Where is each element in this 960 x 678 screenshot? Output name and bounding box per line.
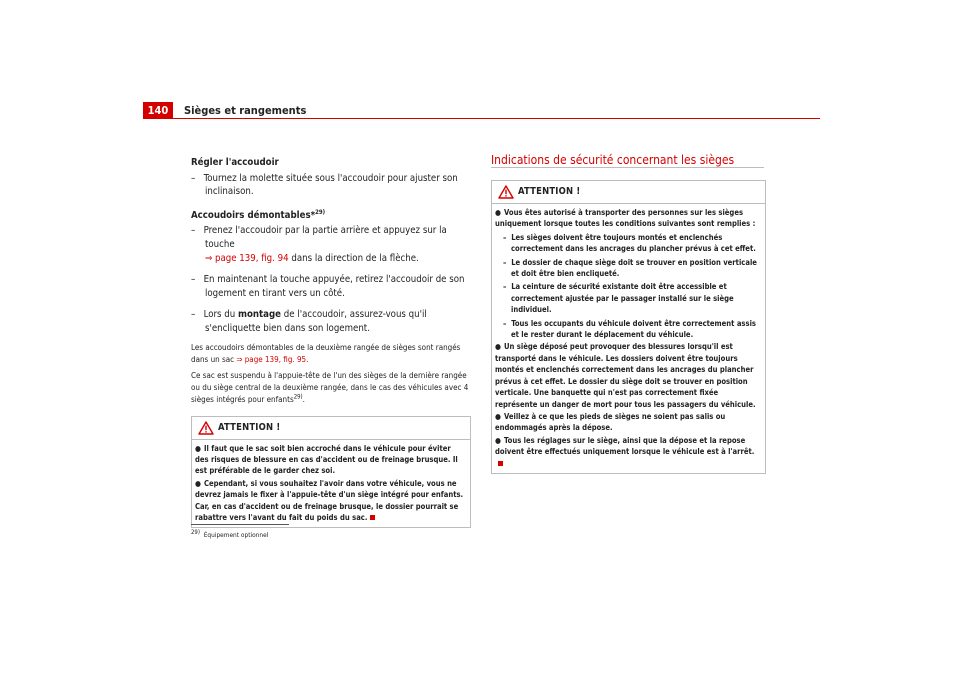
- bullet-glyph: ●: [495, 208, 501, 217]
- footnote-ref: 29): [293, 392, 303, 400]
- note-storage-bag: [191, 342, 471, 366]
- warning-text: Cependant, si vous souhaitez l'avoir dans votre véhicule, vous ne devrez jamais le fixer à l'appuie-tête d'un siège intégré pour enfants. Car, en cas d'accident ou de freinage brusque, le dossier pourrait se rabattre vers l'avant du fait du poids du sac.: [195, 478, 464, 522]
- step-text: En maintenant la touche appuyée, retirez l'accoudoir de son logement en tirant vers un côté.: [203, 274, 465, 299]
- note-text: Les accoudoirs démontables de la deuxième rangée de sièges sont rangés dans un sac: [191, 342, 461, 364]
- warning-bullet-item: [195, 478, 466, 524]
- step-text: dans la direction de la flèche.: [288, 252, 419, 264]
- warning-box-right: [491, 180, 766, 474]
- warning-sub-item: [495, 232, 761, 255]
- bullet-glyph: ●: [495, 435, 501, 445]
- warning-divider: [192, 439, 470, 440]
- warning-header: [492, 181, 765, 203]
- warning-divider: [492, 203, 765, 204]
- page-ref-link[interactable]: ⇒ page 139, fig. 94: [205, 252, 289, 264]
- dash-glyph: –: [503, 232, 507, 242]
- dash-glyph: –: [503, 318, 507, 328]
- page-number: 140: [143, 102, 173, 119]
- warning-title: ATTENTION !: [518, 186, 581, 197]
- footnote-ref: 29): [315, 208, 326, 216]
- subheading-removable-armrests: [191, 209, 471, 223]
- warning-bullet-item: [495, 207, 761, 230]
- note-text: Ce sac est suspendu à l'appuie-tête de l'un des sièges de la dernière rangée ou du siège central de la deuxième rangée, dans le cas des véhicules avec 4 sièges intégrés pour enfants: [191, 370, 469, 404]
- warning-sub-item: [495, 281, 761, 315]
- warning-bullet-item: [495, 411, 761, 434]
- warning-text: Les sièges doivent être toujours montés et enclenchés correctement dans les ancrages du plancher prévus à cet effet.: [511, 232, 756, 254]
- warning-text: Tous les occupants du véhicule doivent être correctement assis et le rester durant le déplacement du véhicule.: [511, 318, 756, 340]
- warning-bullet-item: [495, 341, 761, 409]
- warning-body: [192, 443, 470, 528]
- note-text: .: [302, 394, 305, 404]
- bullet-glyph: ●: [195, 478, 201, 488]
- dash-glyph: –: [191, 225, 196, 237]
- bullet-glyph: ●: [495, 342, 501, 352]
- subheading-text: Accoudoirs démontables*: [191, 209, 316, 221]
- warning-text: Il faut que le sac soit bien accroché dans le véhicule pour éviter des risques de blessure en cas d'accident ou de freinage brusque. Il est préférable de le garder chez soi.: [195, 443, 458, 476]
- warning-bullet-item: [495, 435, 761, 469]
- end-mark-icon: [498, 461, 503, 466]
- warning-triangle-icon: [498, 185, 514, 199]
- warning-triangle-icon: [198, 421, 214, 435]
- section-title: Indications de sécurité concernant les sièges: [491, 153, 735, 167]
- running-header-title: Sièges et rangements: [184, 104, 307, 117]
- warning-body: [492, 207, 765, 473]
- warning-text: Tous les réglages sur le siège, ainsi que la dépose et la repose doivent être effectués uniquement lorsque le véhicule est à l'arrêt.: [495, 435, 755, 457]
- warning-text: Le dossier de chaque siège doit se trouver en position verticale et doit être bien encliqueté.: [511, 257, 757, 279]
- footnote-number: 29): [191, 528, 200, 536]
- warning-sub-item: [495, 318, 761, 341]
- step-press-button: [191, 224, 471, 265]
- footnote-text: Équipement optionnel: [203, 531, 269, 539]
- page-ref-link[interactable]: ⇒ page 139, fig. 95: [236, 354, 307, 364]
- footnote-rule: [191, 524, 289, 525]
- bullet-glyph: ●: [495, 411, 501, 421]
- warning-text: La ceinture de sécurité existante doit être accessible et correctement ajustée par le passager installé sur le siège individuel.: [511, 282, 734, 315]
- step-text: Lors du: [203, 309, 238, 321]
- dash-glyph: –: [191, 274, 196, 286]
- note-text: .: [306, 354, 309, 364]
- step-text: de l'accoudoir, assurez-vous qu'il s'encliquette bien dans son logement.: [205, 309, 427, 334]
- step-mount-armrest: [191, 308, 471, 335]
- end-mark-icon: [370, 515, 375, 520]
- warning-text: Veillez à ce que les pieds de sièges ne soient pas salis ou endommagés après la dépose.: [495, 411, 726, 433]
- bullet-glyph: ●: [195, 443, 201, 453]
- left-column: [191, 156, 471, 528]
- section-title-rule: [491, 167, 764, 168]
- subheading-adjust-armrest: Régler l'accoudoir: [191, 157, 279, 168]
- dash-glyph: –: [191, 309, 196, 321]
- step-bold-text: montage: [237, 309, 282, 321]
- footnote: [191, 530, 268, 540]
- header-rule: [172, 118, 820, 119]
- step-text: Prenez l'accoudoir par la partie arrière et appuyez sur la touche: [203, 225, 447, 250]
- warning-header: [192, 417, 470, 439]
- note-bag-hanging: [191, 370, 471, 406]
- warning-title: ATTENTION !: [218, 421, 281, 433]
- step-remove-armrest: [191, 273, 471, 300]
- warning-sub-item: [495, 257, 761, 280]
- dash-glyph: –: [503, 257, 507, 267]
- step-turn-wheel: [191, 172, 471, 199]
- warning-bullet-item: [195, 443, 466, 477]
- dash-glyph: –: [503, 282, 507, 292]
- step-text: Tournez la molette située sous l'accoudoir pour ajuster son inclinaison.: [203, 172, 458, 198]
- warning-text: Vous êtes autorisé à transporter des personnes sur les sièges uniquement lorsque toutes les conditions suivantes sont remplies :: [495, 208, 756, 229]
- dash-glyph: –: [191, 172, 196, 184]
- warning-box-left: [191, 416, 471, 529]
- warning-text: Un siège déposé peut provoquer des blessures lorsqu'il est transporté dans le véhicule. Les dossiers doivent être toujours montés et enclenchés correctement dans les ancrages du plancher prévus à cet effet. Le dossier du siège doit se trouver en position verticale. Une banquette qui n'est pas correctement fixée représente un danger de mort pour tous les passagers du véhicule.: [495, 342, 756, 409]
